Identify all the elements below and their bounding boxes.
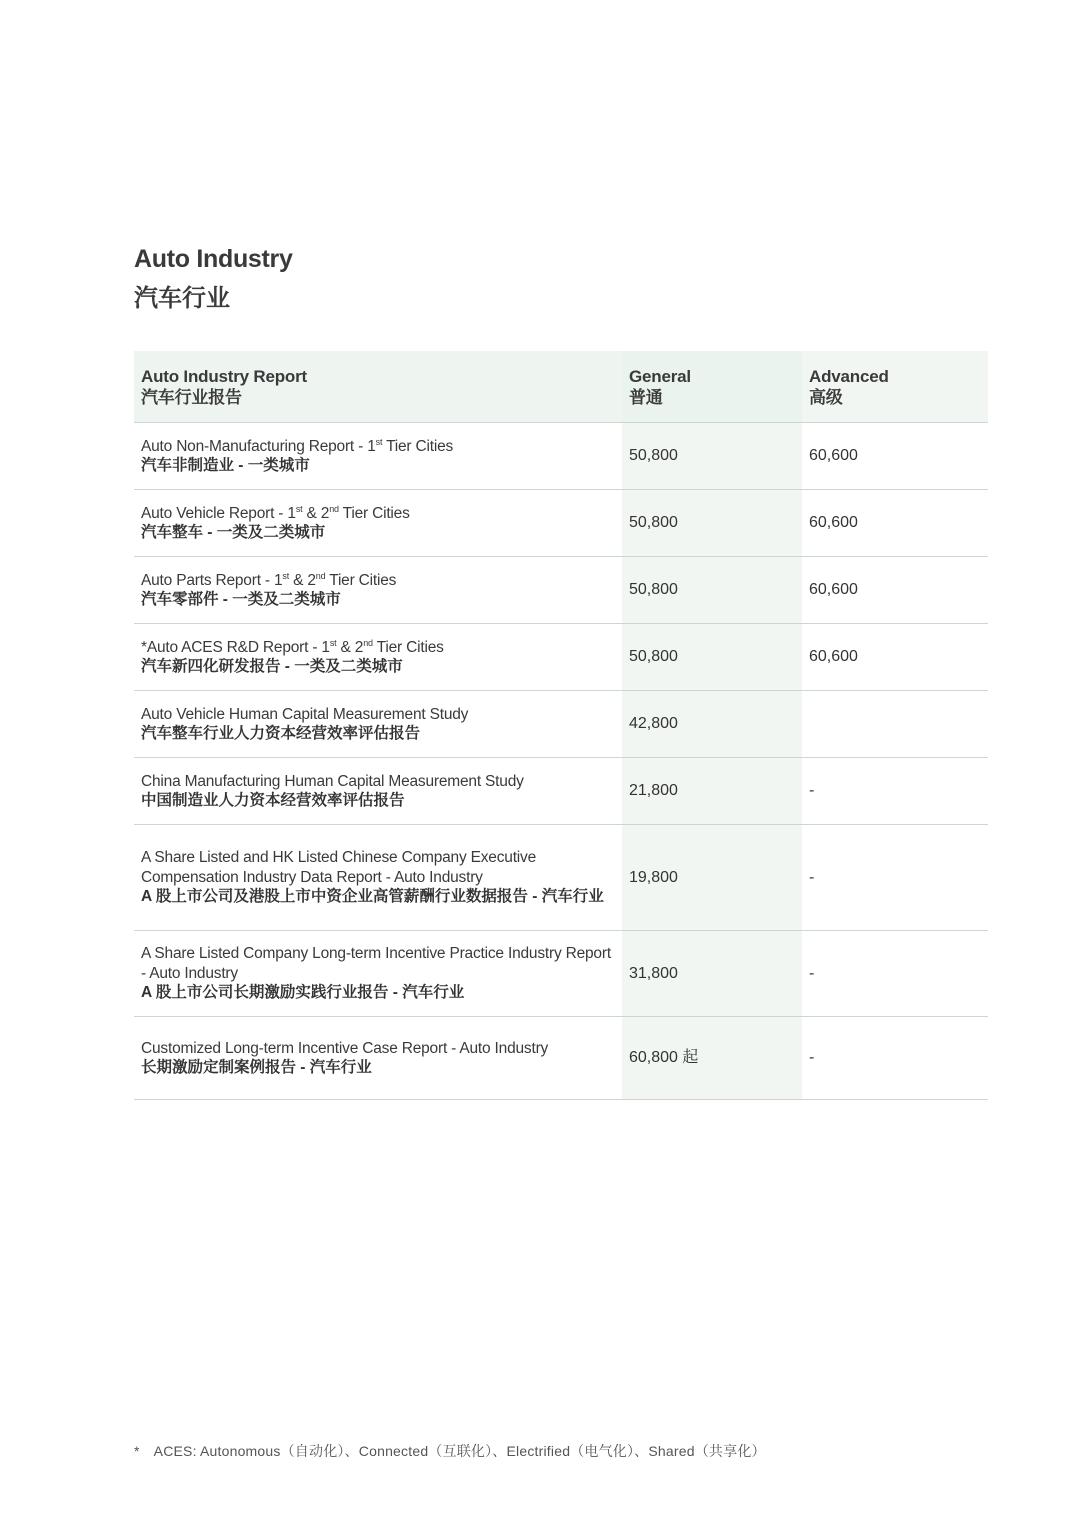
advanced-price-cell [802,423,988,490]
general-price-cell [622,931,802,1017]
report-name-cn: 汽车零部件 - 一类及二类城市 [141,591,341,608]
header-general-cn: 普通 [629,387,663,407]
report-name-en: Auto Parts Report - 1st & 2nd Tier Cities [141,570,397,589]
header-report-en: Auto Industry Report [141,366,307,386]
header-advanced [802,351,988,423]
report-name-cell [134,931,622,1017]
report-name-cell [134,1017,622,1100]
table-header-row [134,351,988,423]
header-advanced-cn: 高级 [809,387,843,407]
table-row [134,931,988,1017]
advanced-price-cell [802,557,988,624]
general-price: 21,800 [629,782,678,800]
advanced-price-cell [802,624,988,691]
report-name-cn: 汽车整车行业人力资本经营效率评估报告 [141,725,421,742]
header-general-en: General [629,366,691,386]
table-row [134,1017,988,1100]
report-name-en: Customized Long-term Incentive Case Report - Auto Industry [141,1039,549,1057]
report-name-cn: 中国制造业人力资本经营效率评估报告 [141,792,405,809]
table-row [134,758,988,825]
advanced-price-cell [802,1017,988,1100]
report-name-cn: 长期激励定制案例报告 - 汽车行业 [141,1059,372,1076]
general-price: 50,800 [629,581,678,599]
footnote [134,1441,766,1461]
table-row [134,557,988,624]
section-title-en: Auto Industry [134,245,293,273]
section-heading [134,243,293,315]
general-price: 50,800 [629,648,678,666]
table-row [134,490,988,557]
report-name-cell [134,624,622,691]
advanced-price: - [809,782,815,800]
general-price: 60,800 起 [629,1049,699,1067]
report-name-en: Auto Non-Manufacturing Report - 1st Tier Cities [141,436,454,455]
report-name-cn: A 股上市公司及港股上市中资企业高管薪酬行业数据报告 - 汽车行业 [141,888,604,906]
advanced-price: 60,600 [809,581,858,599]
table-row [134,825,988,931]
general-price-cell [622,758,802,825]
report-name-cell [134,490,622,557]
header-report-cn: 汽车行业报告 [141,387,242,407]
general-price: 50,800 [629,514,678,532]
general-price-cell [622,624,802,691]
general-price-cell [622,825,802,931]
report-name-en: Auto Vehicle Human Capital Measurement Study [141,705,469,723]
advanced-price: 60,600 [809,514,858,532]
report-name-cell [134,691,622,758]
header-general [622,351,802,423]
general-price-cell [622,490,802,557]
advanced-price: 60,600 [809,447,858,465]
advanced-price: 60,600 [809,648,858,666]
report-name-cell [134,423,622,490]
report-name-en: China Manufacturing Human Capital Measurement Study [141,772,524,790]
report-name-en: A Share Listed and HK Listed Chinese Company Executive Compensation Industry Data Report - Auto Industry [141,849,537,886]
footnote-text: ACES: Autonomous（自动化）、Connected（互联化）、Electrified（电气化）、Shared（共享化） [153,1443,766,1459]
advanced-price-cell [802,490,988,557]
report-name-cn: 汽车整车 - 一类及二类城市 [141,524,326,541]
report-name-cell [134,758,622,825]
advanced-price-cell [802,691,988,758]
report-price-table [134,351,988,1100]
section-title-cn: 汽车行业 [134,285,230,312]
advanced-price-cell [802,931,988,1017]
report-name-cell [134,825,622,931]
general-price: 50,800 [629,447,678,465]
report-name-cell [134,557,622,624]
header-report [134,351,622,423]
general-price-cell [622,557,802,624]
advanced-price: - [809,964,815,982]
advanced-price: - [809,1049,815,1067]
report-name-en: A Share Listed Company Long-term Incentive Practice Industry Report - Auto Industry [141,945,611,982]
report-name-cn: 汽车非制造业 - 一类城市 [141,457,310,474]
table-row [134,624,988,691]
advanced-price-cell [802,758,988,825]
table-row [134,691,988,758]
report-name-cn: 汽车新四化研发报告 - 一类及二类城市 [141,658,403,675]
general-price-cell [622,423,802,490]
advanced-price-cell [802,825,988,931]
advanced-price: - [809,868,815,886]
table-row [134,423,988,490]
general-price-cell [622,691,802,758]
report-name-en: *Auto ACES R&D Report - 1st & 2nd Tier Cities [141,637,444,656]
header-advanced-en: Advanced [809,366,889,386]
general-price: 19,800 [629,868,678,886]
report-name-cn: A 股上市公司长期激励实践行业报告 - 汽车行业 [141,984,465,1002]
general-price-cell [622,1017,802,1100]
report-name-en: Auto Vehicle Report - 1st & 2nd Tier Cities [141,503,410,522]
general-price: 42,800 [629,715,678,733]
general-price: 31,800 [629,964,678,982]
footnote-marker: * [134,1443,140,1459]
